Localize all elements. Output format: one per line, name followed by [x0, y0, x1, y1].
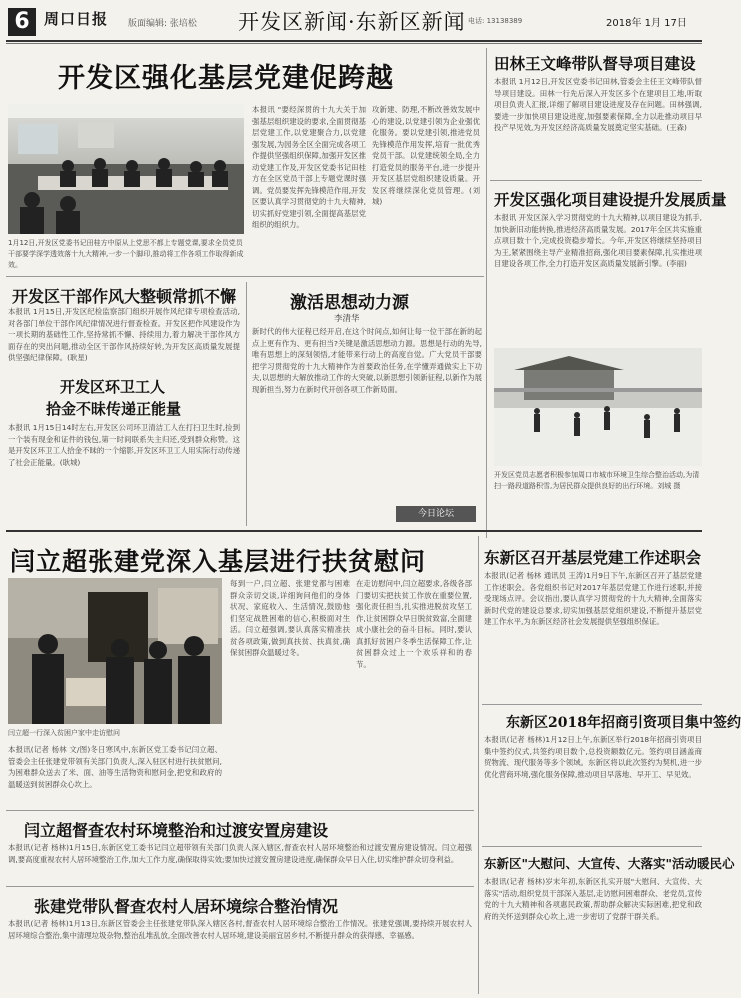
article-11-headline: 张建党带队督查农村人居环境综合整治情况 — [34, 897, 339, 916]
page-number: 6 — [8, 8, 36, 36]
article-4-body: 本报讯 1月15日,开发区纪检监察部门组织开展作风纪律专项检查活动,对各部门单位干部作风纪律情况进行督查检查。开发区把作风建设作为一项长期的基础性工作,坚持常抓不懈、持续用力,着力解决干部作风方面存在的突出问题,推动全区干部作风持续好转,为开发区高质量发展提供坚强纪律保障。(耿星) — [8, 307, 240, 362]
article-2-body: 本报讯 1月12日,开发区党委书记田林,管委会主任王文峰带队督导项目建设。田林一行先后深入开发区多个在建项目工地,听取项目负责人汇报,详细了解项目建设进度及存在问题。田林强调,要进一步加快项目建设进度,加强要素保障,全力以赴推动项目早投产早见效,为开发区经济高质量发展奠定坚实基础。(王森) — [494, 77, 702, 132]
article-4-headline: 开发区干部作风大整顿常抓不懈 — [12, 287, 237, 306]
divider-line — [482, 846, 702, 847]
article-8-headline: 东新区召开基层党建工作述职会 — [484, 548, 702, 567]
article-8-body: 本报讯(记者 杨林 通讯员 王涛)1月9日下午,东新区召开了基层党建工作述职会。各党组织书记对2017年基层党建工作进行述职,并接受现场点评。会议指出,要认真学习贯彻党的十九大精神,全面落实新时代党的建设总要求,切实加强基层党组织建设,不断提升基层党建工作水平,为东新区经济社会发展提供坚强组织保证。 — [484, 571, 702, 626]
article-12-headline: 东新区"大慰问、大宣传、大落实"活动暖民心 — [484, 856, 735, 871]
editor-line: 版面编辑: 张培松 — [128, 19, 197, 29]
article-11-body: 本报讯(记者 杨林)1月13日,东新区管委会主任张建党带队深入辖区各村,督查农村人居环境综合整治工作情况。张建党强调,要持续开展农村人居环境综合整治,集中清理垃圾杂物,整治乱堆乱放,全面改善农村人居环境,建设美丽宜居乡村,不断提升群众的获得感、幸福感。 — [8, 919, 472, 940]
article-12-body: 本报讯(记者 杨林)岁末年初,东新区扎实开展"大慰问、大宣传、大落实"活动,组织党员干部深入基层,走访慰问困难群众、老党员,宣传党的十九大精神和各项惠民政策,帮助群众解决实际困难,把党和政府的关怀送到群众心坎上,进一步密切了党群干群关系。 — [484, 877, 702, 921]
article-1-body-left: 本报讯 "要经深贯的十九大关于加强基层组织建设的要求,全面贯彻基层党建工作,以党建聚合力,以党建强发展,为园务全区全面完成各项工作提供坚强组织保障,加强开发区推动党建工作及,开发区党委书记田桂方在全区党员干部上专题党课时强调。党员要发挥先锋模范作用,开发区要认真学习贯彻党的十九大精神,切实抓好党建引领,全面提高基层党组织的组织力。 — [252, 105, 366, 229]
poverty-visit-photo — [8, 578, 222, 724]
divider-line — [6, 886, 474, 887]
article-6-byline: 李清华 — [334, 314, 360, 324]
article-3-body: 本报讯 开发区深入学习贯彻党的十九大精神,以项目建设为抓手,加快新旧动能转换,推进经济高质量发展。2017年全区共实施重点项目数十个,完成投资稳步增长。今年,开发区将继续坚持项目为王,紧紧围绕主导产业精准招商,强化项目要素保障,扎实推进项目建设各项工作,全力打造开发区高质量发展新引擎。(李丽) — [494, 213, 702, 268]
article-5-headline: 开发区环卫工人 — [60, 378, 166, 396]
article-5-headline-line2: 拾金不昧传递正能量 — [46, 400, 182, 418]
article-9-headline: 闫立超督查农村环境整治和过渡安置房建设 — [24, 821, 329, 840]
article-1-headline: 开发区强化基层党建促跨越 — [58, 63, 394, 94]
section-divider — [6, 530, 702, 532]
article-7-headline: 闫立超张建党深入基层进行扶贫慰问 — [10, 547, 427, 576]
divider-line — [6, 810, 474, 811]
article-3-headline: 开发区强化项目建设提升发展质量 — [494, 190, 727, 209]
article-7-body-left: 本报讯(记者 杨林 文/图)冬日寒风中,东新区党工委书记闫立超、管委会主任张建党带领有关部门负责人,深入驻区村进行扶贫慰问,为困难群众送去了米、面、油等生活物资和慰问金,把党和政府的温暖送到贫困群众心坎上。 — [8, 745, 222, 789]
column-divider — [478, 536, 479, 994]
article-7-body-right: 在走访慰问中,闫立超要求,各级各部门要切实把扶贫工作放在重要位置,强化责任担当,扎实推进脱贫攻坚工作,让贫困群众早日脱贫致富,全面建成小康社会的奋斗目标。同时,要认真抓好贫困户冬季生活保障工作,让贫困群众过上一个欢乐祥和的春节。 — [356, 579, 472, 669]
article-5-body: 本报讯 1月15日14时左右,开发区公司环卫清洁工人在打扫卫生时,捡到一个装有现金和证件的钱包,第一时间联系失主归还,受到群众称赞。这是开发区环卫工人拾金不昧的一个缩影,开发区环卫工人用实际行动传递了社会正能量。(耿城) — [8, 423, 240, 467]
article-2-headline: 田林王文峰带队督导项目建设 — [494, 54, 696, 73]
issue-date: 2018年 1月 17日 — [606, 18, 687, 29]
header-rule — [6, 40, 702, 42]
newspaper-brand: 周口日报 — [44, 10, 109, 28]
divider-line — [6, 276, 484, 277]
article-6-headline: 激活思想动力源 — [290, 293, 409, 313]
meeting-photo-caption: 1月12日,开发区党委书记田桂方中原从上党思不都上专题党课,要求全员党员干部要学深学透效落十九大精神,一步一个脚印,推动将工作各项工作取得新成效。 — [8, 239, 244, 269]
contact-line: 电话: 13138389 — [468, 17, 523, 25]
article-10-headline: 东新区2018年招商引资项目集中签约 — [506, 715, 741, 731]
column-divider — [246, 282, 247, 526]
article-7-body-mid: 每到一户,闫立超、张建党都与困难群众亲切交谈,详细询问他们的身体状况、家庭收入、生活情况,鼓励他们坚定战胜困难的信心,积极面对生活。闫立超强调,要认真落实精准扶贫各项政策,做到真扶贫、扶真贫,确保贫困群众温暖过冬。 — [230, 579, 350, 657]
meeting-photo — [8, 104, 244, 234]
forum-tag: 今日论坛 — [396, 506, 476, 522]
snow-cleanup-photo — [494, 348, 702, 466]
section-title: 开发区新闻·东新区新闻 — [238, 10, 466, 34]
poverty-visit-caption: 闫立超一行深入贫困户家中走访慰问 — [8, 729, 120, 737]
header-rule-thin — [6, 43, 702, 44]
article-6-body: 新时代的伟大征程已经开启,在这个时间点,如何让每一位干部在新的起点上更有作为、更有担当?关键是激活思想动力源。思想是行动的先导,唯有思想上的深刻领悟,才能带来行动上的高度自觉。广大党员干部要把学习贯彻党的十九大精神作为首要政治任务,在学懂弄通做实上下功夫,以思想的大解放推动工作的大突破,以新思想引领新征程,以新作为展现新担当,努力在新时代开创各项工作新局面。 — [252, 327, 482, 394]
column-divider — [486, 48, 487, 538]
article-1-body-right: 攻新建、防理,不断改善效发展中心的建设,以党建引领为企业强优化服务。要以党建引领,推进党员先锋模范作用发挥,培育一批优秀党员干部。以党建统领全局,全力打造党员的服务平台,进一步提升开发区基层党组织建设质量。开发区将继续深化党员管理。(刘城) — [372, 105, 480, 206]
divider-line — [482, 704, 702, 705]
snow-cleanup-caption: 开发区党员志愿者积极参加周口市城市环境卫生综合整治活动,为清扫一路段道路积雪,为居民群众提供良好的出行环境。刘城 摄 — [494, 471, 700, 490]
divider-line — [490, 180, 702, 181]
article-9-body: 本报讯(记者 杨林)1月15日,东新区党工委书记闫立超带领有关部门负责人深入辖区,督查农村人居环境整治和过渡安置房建设情况。闫立超强调,要高度重视农村人居环境整治工作,加大工作力度,确保取得实效;要加快过渡安置房建设进度,确保群众早日入住,切实维护群众切身利益。 — [8, 843, 472, 864]
article-10-body: 本报讯(记者 杨林)1月12日上午,东新区举行2018年招商引资项目集中签约仪式,共签约项目数个,总投资额数亿元。签约项目涵盖商贸物流、现代服务等多个领域。东新区将以此次签约为契机,进一步优化营商环境,强化服务保障,推动项目早落地、早开工、早见效。 — [484, 735, 702, 779]
